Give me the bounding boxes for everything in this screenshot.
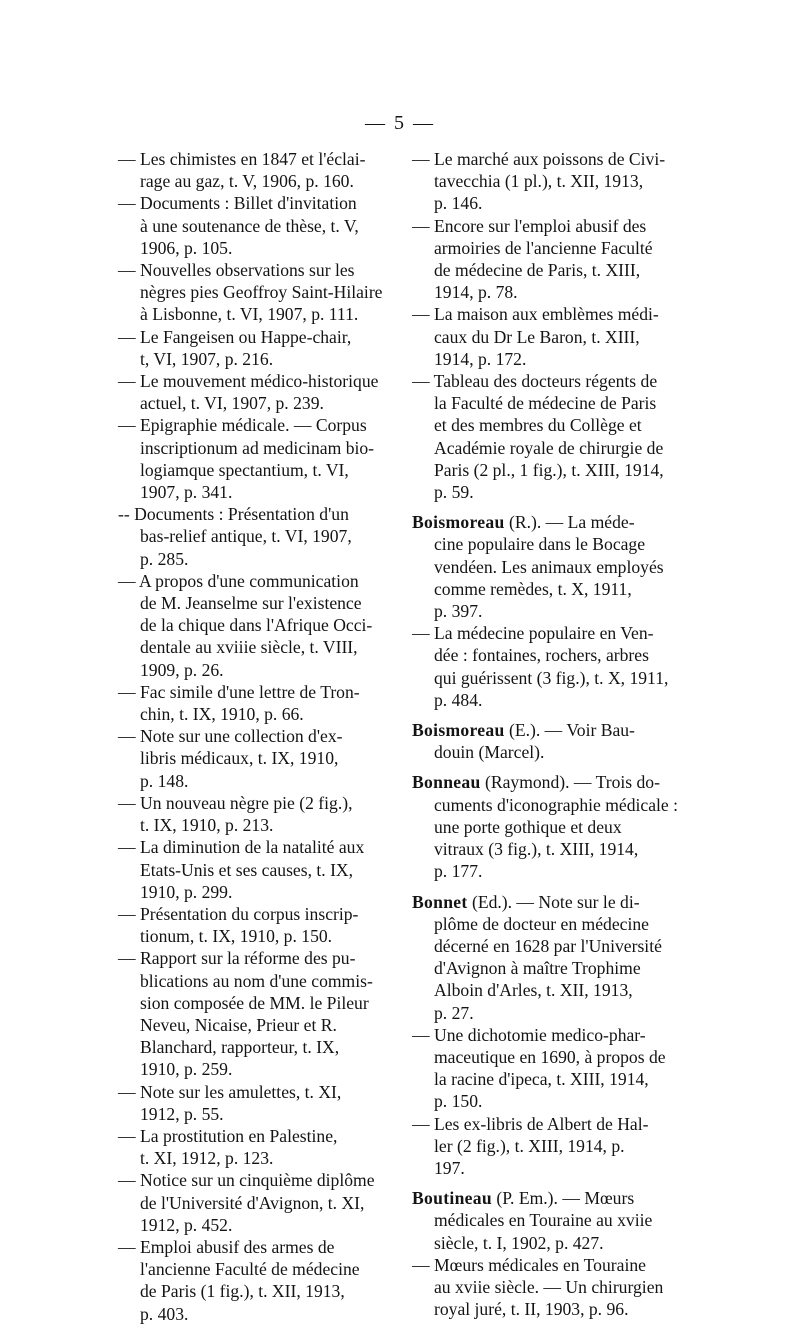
bibliography-entry (118, 947, 390, 1080)
entry-text: — Notice sur un cinquième diplôme de l'Université d'Avignon, t. XI, 1912, p. 452. (118, 1170, 375, 1235)
bibliography-entry (118, 836, 390, 903)
entry-text: — Fac simile d'une lettre de Tron- chin, t. IX, 1910, p. 66. (118, 681, 360, 725)
entry-text: — Mœurs médicales en Touraine au xviie siècle. — Un chirurgien royal juré, t. II, 1903, p. 96. (412, 1254, 664, 1320)
entry-text: (E.). — Voir Bau- douin (Marcel). (434, 720, 635, 763)
entry-text: (Raymond). — Trois do- cuments d'iconographie médicale : une porte gothique et deux vitraux (3 fig.), t. XIII, 1914, p. 177. (434, 772, 679, 882)
entry-text: (P. Em.). — Mœurs médicales en Touraine au xviie siècle, t. I, 1902, p. 427. (434, 1188, 653, 1253)
entry-text: — A propos d'une communication de M. Jeanselme sur l'existence de la chique dans l'Afrique Occi- dentale au xviiie siècle, t. VIII, 1909, p. 26. (118, 570, 373, 680)
bibliography-entry (412, 148, 684, 215)
entry-text: — Le marché aux poissons de Civi- tavecchia (1 pl.), t. XII, 1913, p. 146. (412, 149, 666, 214)
author-name: Bonneau (412, 772, 481, 793)
entry-text: — La diminution de la natalité aux Etats-Unis et ses causes, t. IX, 1910, p. 299. (118, 837, 365, 902)
entry-text: — Documents : Billet d'invitation à une soutenance de thèse, t. V, 1906, p. 105. (118, 193, 359, 258)
right-column (412, 148, 684, 1320)
left-column (118, 148, 390, 1325)
entry-text: — La prostitution en Palestine, t. XI, 1912, p. 123. (118, 1125, 338, 1169)
bibliography-entry (412, 370, 684, 503)
author-name: Boismoreau (412, 512, 505, 533)
bibliography-entry (118, 1169, 390, 1236)
entry-text: (Ed.). — Note sur le di- plôme de docteur en médecine décerné en 1628 par l'Université d'Avignon à maître Trophime Alboin d'Arles, t. XII, 1913, p. 27. (434, 891, 662, 1023)
entry-text: — Rapport sur la réforme des pu- blications au nom d'une commis- sion composée de MM. le Pileur Neveu, Nicaise, Prieur et R. Blanchard, rapporteur, t. IX, 1910, p. 259. (118, 948, 373, 1080)
bibliography-entry (118, 570, 390, 681)
bibliography-entry (412, 622, 684, 711)
bibliography-entry (118, 1081, 390, 1125)
entry-text: — Note sur les amulettes, t. XI, 1912, p. 55. (118, 1081, 342, 1124)
entry-text: — Epigraphie médicale. — Corpus inscriptionum ad medicinam bio- logiamque spectantium, t. VI, 1907, p. 341. (118, 415, 375, 503)
entry-text: — La médecine populaire en Ven- dée : fontaines, rochers, arbres qui guérissent (3 fig.), t. X, 1911, p. 484. (412, 623, 669, 710)
bibliography-entry (118, 1236, 390, 1325)
entry-text: — Tableau des docteurs régents de la Faculté de médecine de Paris et des membres du Collège et Académie royale de chirurgie de Paris (2 pl., 1 fig.), t. XIII, 1914, p. 59. (412, 371, 664, 503)
author-name: Bonnet (412, 891, 468, 912)
entry-text: — La maison aux emblèmes médi- caux du Dr Le Baron, t. XIII, 1914, p. 172. (412, 304, 659, 369)
entry-text: — Encore sur l'emploi abusif des armoiries de l'ancienne Faculté de médecine de Paris, t. XIII, 1914, p. 78. (412, 215, 653, 303)
bibliography-entry (118, 1125, 390, 1169)
bibliography-entry (412, 1187, 684, 1254)
bibliography-entry (412, 1113, 684, 1180)
bibliography-entry (412, 215, 684, 304)
bibliography-entry (118, 192, 390, 259)
bibliography-entry (412, 891, 684, 1024)
bibliography-entry (412, 1254, 684, 1321)
entry-text: — Emploi abusif des armes de l'ancienne Faculté de médecine de Paris (1 fig.), t. XII, 1913, p. 403. (118, 1236, 360, 1324)
entry-text: — Le Fangeisen ou Happe-chair, t, VI, 1907, p. 216. (118, 326, 352, 369)
entry-text: — Présentation du corpus inscrip- tionum, t. IX, 1910, p. 150. (118, 903, 359, 947)
entry-text: — Les chimistes en 1847 et l'éclai- rage au gaz, t. V, 1906, p. 160. (118, 149, 366, 192)
page-number: — 5 — (365, 112, 435, 134)
bibliography-entry (118, 370, 390, 414)
bibliography-entry (118, 148, 390, 192)
entry-text: — Le mouvement médico-historique actuel, t. VI, 1907, p. 239. (118, 371, 379, 414)
entry-text: — Un nouveau nègre pie (2 fig.), t. IX, 1910, p. 213. (118, 792, 353, 836)
bibliography-entry (118, 259, 390, 326)
bibliography-entry (412, 1024, 684, 1113)
author-name: Boismoreau (412, 720, 505, 741)
entry-text: (R.). — La méde- cine populaire dans le Bocage vendéen. Les animaux employés comme remèdes, t. X, 1911, p. 397. (434, 512, 664, 622)
bibliography-entry (412, 303, 684, 370)
entry-text: — Nouvelles observations sur les nègres pies Geoffroy Saint-Hilaire à Lisbonne, t. VI, 1907, p. 111. (118, 260, 383, 325)
bibliography-entry (118, 725, 390, 792)
author-name: Boutineau (412, 1188, 492, 1209)
bibliography-entry (118, 326, 390, 370)
bibliography-entry (118, 903, 390, 947)
bibliography-entry (118, 792, 390, 836)
entry-text: — Note sur une collection d'ex- libris médicaux, t. IX, 1910, p. 148. (118, 726, 343, 791)
bibliography-entry (118, 503, 390, 570)
bibliography-entry (118, 414, 390, 503)
bibliography-entry (412, 511, 684, 622)
entry-text: — Les ex-libris de Albert de Hal- ler (2 fig.), t. XIII, 1914, p. 197. (412, 1113, 649, 1178)
entry-text: -- Documents : Présentation d'un bas-relief antique, t. VI, 1907, p. 285. (118, 504, 352, 569)
bibliography-entry (412, 771, 684, 882)
bibliography-entry (118, 681, 390, 725)
entry-text: — Une dichotomie medico-phar- maceutique en 1690, à propos de la racine d'ipeca, t. XIII, 1914, p. 150. (412, 1024, 666, 1112)
bibliography-entry (412, 719, 684, 763)
